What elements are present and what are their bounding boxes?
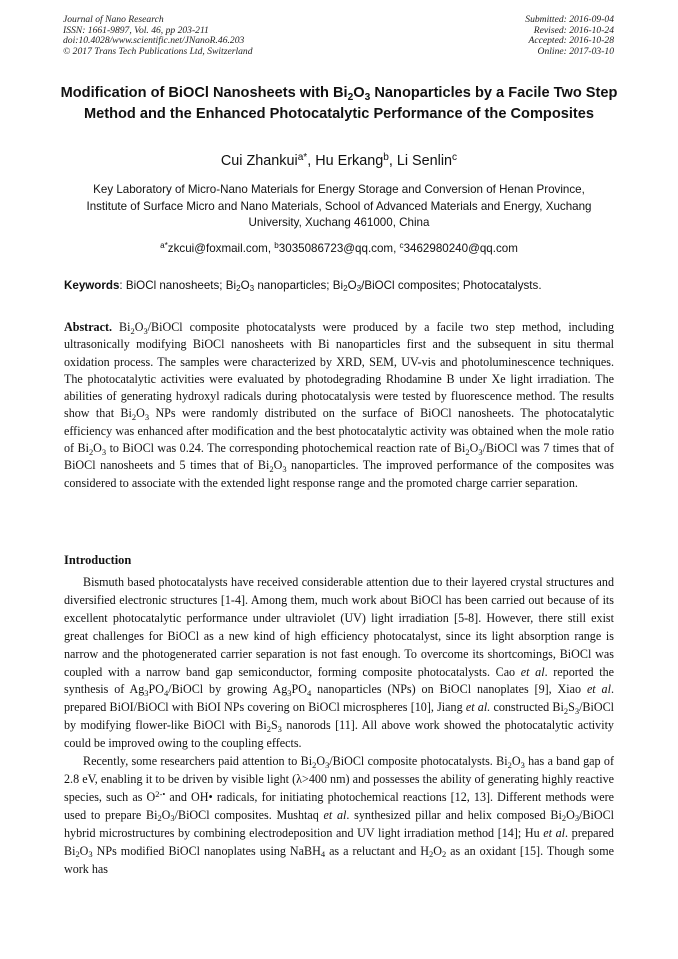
author-name: Cui Zhankui bbox=[220, 153, 298, 169]
email-link[interactable]: 3035086723@qq.com bbox=[278, 242, 394, 255]
doi-line: doi:10.4028/www.scientific.net/JNanoR.46.203 bbox=[63, 35, 245, 47]
section-heading: Introduction bbox=[64, 553, 132, 567]
journal-info bbox=[63, 15, 253, 57]
revised-date: Revised: 2016-10-24 bbox=[533, 24, 614, 36]
online-date: Online: 2017-03-10 bbox=[537, 45, 614, 57]
paragraph: Recently, some researchers paid attention to $Bi_2O_3$/BiOCl composite photocatalysts. $Bi_2O_3$ has a band gap of 2.8 eV, enabling it to be driven by visible light (λ>400 nm) and possesses the ability of generating highly reactive species, such as $O^{2-•}$ and OH• radicals, for initiating photochemical reactions [12, 13]. Different methods were used to prepare $Bi_2O_3$/BiOCl composites. Mushtaq et al. synthesized pillar and helix composed $Bi_2O_3$/BiOCl hybrid microstructures by combining electrodeposition and UV light irradiation method [14]; Hu et al. prepared $Bi_2O_3$ NPs modified BiOCl nanoplates using NaBH$_4$ as a reluctant and $H_2O_2$ as an oxidant [15]. Though some work has bbox=[64, 754, 615, 876]
author-list: Cui Zhankui$^{a*}$, Hu Erkang$^b$, Li Senlin$^c$ bbox=[220, 151, 458, 169]
accepted-date: Accepted: 2016-10-28 bbox=[528, 35, 614, 47]
journal-name: Journal of Nano Research bbox=[63, 14, 164, 25]
keywords: Keywords: BiOCl nanosheets; $Bi_2O_3$ nanoparticles; $Bi_2O_3$/BiOCl composites; Photocatalysts. bbox=[64, 279, 542, 294]
issn-line: ISSN: 1661-9897, Vol. 46, pp 203-211 bbox=[63, 24, 209, 36]
abstract: Abstract. $Bi_2O_3$/BiOCl composite photocatalysts were produced by a facile two step method, including ultrasonically modifying BiOCl nanosheets with Bi nanoparticles first and the subsequent in situ thermal oxidation process. The samples were characterized by XRD, SEM, UV-vis and photoluminescence techniques. The photocatalytic activities were evaluated by photodegrading Rhodamine B under Xe light irradiation. The abilities of generating hydroxyl radicals during photocatalysis were tested by fluorescence method. The results show that $Bi_2O_3$ NPs were randomly distributed on the surface of BiOCl nanosheets. The photocatalytic efficiency was enhanced after modification and the best photocatalytic activity was obtained when the mole ratio of $Bi_2O_3$ to BiOCl was 0.24. The corresponding photochemical reaction rate of $Bi_2O_3$/BiOCl was 7 times that of BiOCl nanosheets and 5 times that of $Bi_2O_3$ nanoparticles. The improved performance of the composites was considered to associate with the extended light response range and the promoted charge carrier separation. bbox=[64, 320, 614, 490]
submitted-date: Submitted: 2016-09-04 bbox=[525, 14, 614, 25]
author-emails: $^{a*}$zkcui@foxmail.com, $^b$3035086723@qq.com, $^c$3462980240@qq.com bbox=[160, 240, 518, 255]
introduction-body bbox=[64, 574, 614, 878]
author-name: Li Senlin bbox=[396, 153, 453, 169]
paper-title: Modification of BiOCl Nanosheets with $Bi_2O_3$ Nanoparticles by a Facile Two Step Method and the Enhanced Photocatalytic Performance of the Composites bbox=[60, 85, 618, 122]
email-link[interactable]: 3462980240@qq.com bbox=[403, 242, 518, 255]
abstract-label: Abstract. bbox=[64, 320, 113, 334]
keywords-label: Keywords bbox=[64, 279, 120, 292]
paragraph: Bismuth based photocatalysts have received considerable attention due to their layered crystal structures and diversified electronic structures [1-4]. Among them, much work about BiOCl has been carried out because of its excellent photocatalytic performance under ultraviolet (UV) light irradiation [5-8]. However, there still exist great challenges for BiOCl as a new kind of high efficiency photocatalyst, since its light absorption range is narrow and the photogenerated carrier separation is not fast enough. To overcome its shortcomings, BiOCl was coupled with a narrow band gap semiconductor, forming composite photocatalysts. Cao et al. reported the synthesis of $Ag_3PO_4$/BiOCl by growing $Ag_3PO_4$ nanoparticles (NPs) on BiOCl nanoplates [9], Xiao et al. prepared BiOI/BiOCl with BiOI NPs covering on BiOCl microspheres [10], Jiang et al. constructed $Bi_2S_3$/BiOCl by modifying flower-like BiOCl with $Bi_2S_3$ nanorods [11]. All above work showed the photocatalytic activity could be improved owing to the coupling effects. bbox=[64, 575, 615, 751]
submission-dates bbox=[525, 15, 614, 57]
email-link[interactable]: zkcui@foxmail.com bbox=[167, 242, 268, 255]
copyright-line: © 2017 Trans Tech Publications Ltd, Switzerland bbox=[63, 45, 253, 57]
affiliation: Key Laboratory of Micro-Nano Materials for Energy Storage and Conversion of Henan Province, Institute of Surface Micro and Nano Materials, School of Advanced Materials and Energy, Xuchang University, Xuchang 461000, China bbox=[86, 183, 592, 230]
author-name: Hu Erkang bbox=[315, 153, 384, 169]
